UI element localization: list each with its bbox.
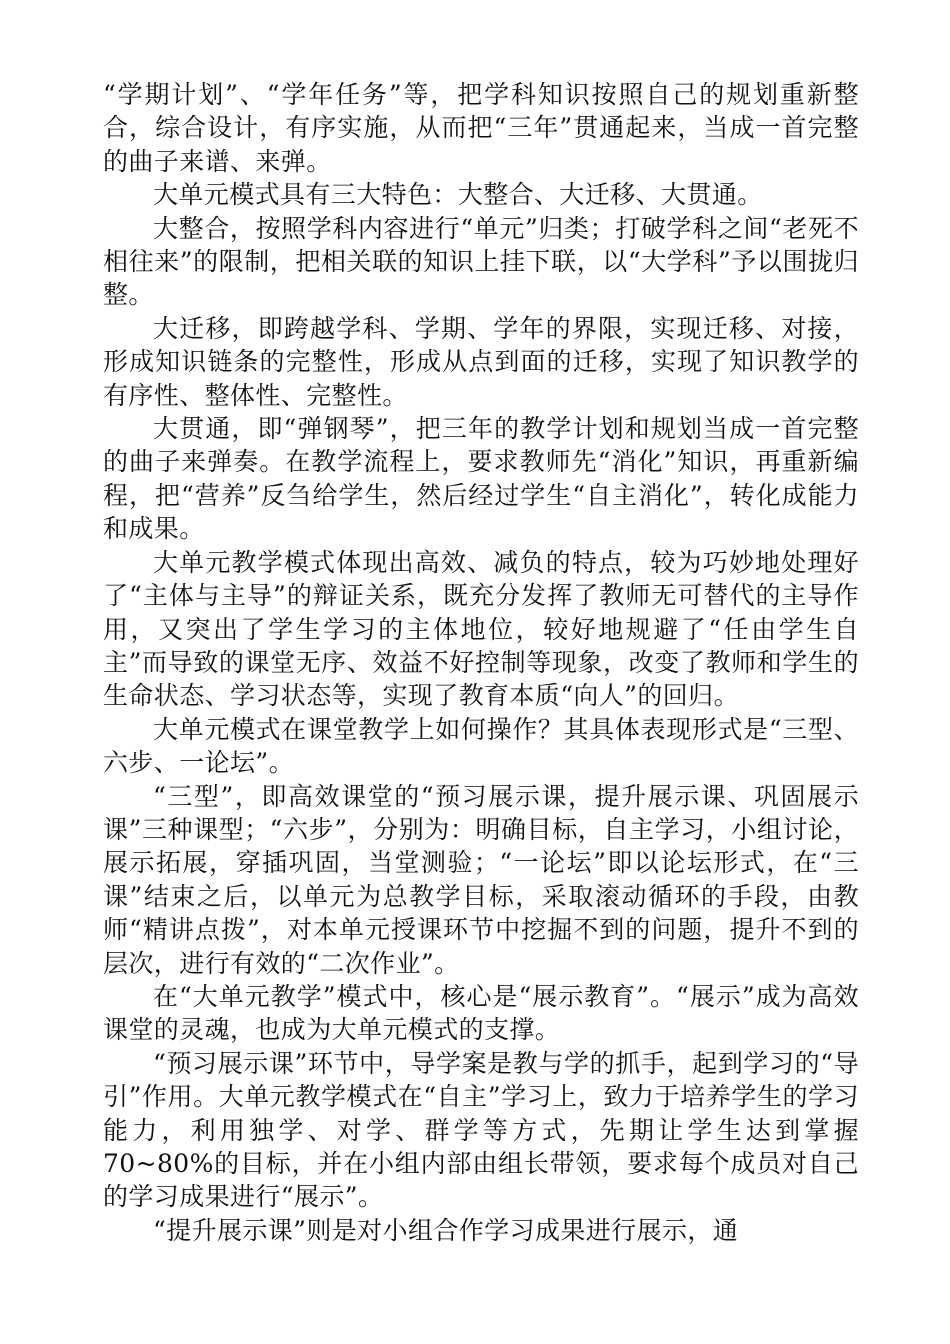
paragraph-big-integration: 大整合，按照学科内容进行“单元”归类；打破学科之间“老死不相往来”的限制，把相关联的知识上挂下联，以“大学科”予以围拢归整。 bbox=[103, 213, 859, 310]
paragraph-continuation: “学期计划”、“学年任务”等，把学科知识按照自己的规划重新整合，综合设计，有序实施，从而把“三年”贯通起来，当成一首完整的曲子来谱、来弹。 bbox=[103, 80, 859, 176]
paragraph-efficiency: 大单元教学模式体现出高效、减负的特点，较为巧妙地处理好了“主体与主导”的辩证关系，既充分发挥了教师无可替代的主导作用，又突出了学生学习的主体地位，较好地规避了“任由学生自主”而导致的课堂无序、效益不好控制等现象，改变了教师和学生的生命状态、学习状态等，实现了教育本质“向人”的回归。 bbox=[103, 547, 859, 711]
document-body bbox=[103, 78, 859, 1247]
paragraph-big-migration: 大迁移，即跨越学科、学期、学年的界限，实现迁移、对接，形成知识链条的完整性，形成从点到面的迁移，实现了知识教学的有序性、整体性、完整性。 bbox=[103, 313, 859, 410]
paragraph-big-connection: 大贯通，即“弹钢琴”，把三年的教学计划和规划当成一首完整的曲子来弹奏。在教学流程上，要求教师先“消化”知识，再重新编程，把“营养”反刍给学生，然后经过学生“自主消化”，转化成能力和成果。 bbox=[103, 414, 859, 544]
paragraph-improvement-class: “提升展示课”则是对小组合作学习成果进行展示，通 bbox=[153, 1215, 739, 1245]
paragraph-three-types: “三型”，即高效课堂的“预习展示课，提升展示课、巩固展示课”三种课型；“六步”，分别为：明确目标，自主学习，小组讨论，展示拓展，穿插巩固，当堂测验；“一论坛”即以论坛形式，在“三课”结束之后，以单元为总教学目标，采取滚动循环的手段，由教师“精讲点拨”，对本单元授课环节中挖掘不到的问题，提升不到的层次，进行有效的“二次作业”。 bbox=[103, 781, 859, 978]
paragraph-operation-question: 大单元模式在课堂教学上如何操作？其具体表现形式是“三型、六步、一论坛”。 bbox=[103, 714, 859, 778]
paragraph-core-display: 在“大单元教学”模式中，核心是“展示教育”。“展示”成为高效课堂的灵魂，也成为大单元模式的支撑。 bbox=[103, 981, 859, 1045]
paragraph-three-features: 大单元模式具有三大特色：大整合、大迁移、大贯通。 bbox=[153, 180, 763, 210]
paragraph-preview-class: “预习展示课”环节中，导学案是教与学的抓手，起到学习的“导引”作用。大单元教学模式在“自主”学习上，致力于培养学生的学习能力，利用独学、对学、群学等方式，先期让学生达到掌握70~80%的目标，并在小组内部由组长带领，要求每个成员对自己的学习成果进行“展示”。 bbox=[103, 1048, 859, 1212]
